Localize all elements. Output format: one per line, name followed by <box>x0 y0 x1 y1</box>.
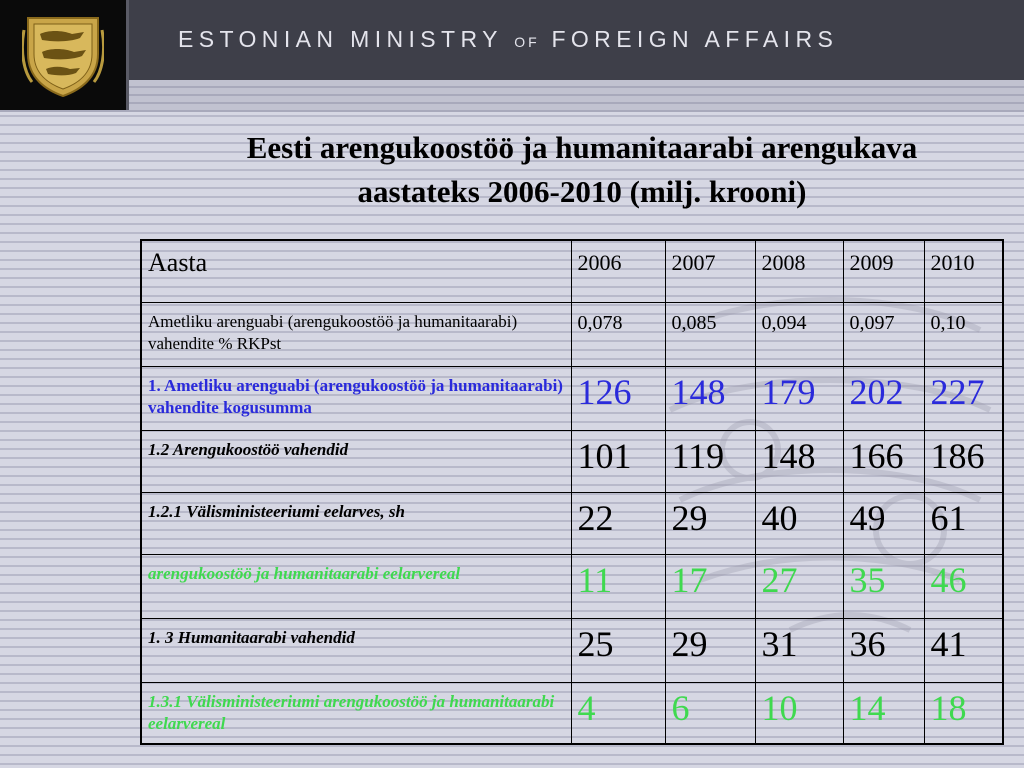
table-row <box>141 430 1003 492</box>
value-cell: 179 <box>755 366 843 430</box>
value-cell: 0,078 <box>571 302 665 366</box>
value-cell: 41 <box>924 618 1003 682</box>
year-cell: 2008 <box>755 240 843 302</box>
estonian-coat-of-arms-icon <box>22 12 104 98</box>
title-line-1: Eesti arengukoostöö ja humanitaarabi arengukava <box>246 130 918 165</box>
value-cell: 29 <box>665 618 755 682</box>
value-cell: 6 <box>665 682 755 744</box>
value-cell: 126 <box>571 366 665 430</box>
table-row <box>141 492 1003 554</box>
value-cell: 0,085 <box>665 302 755 366</box>
value-cell: 227 <box>924 366 1003 430</box>
value-cell: 40 <box>755 492 843 554</box>
row-label: 1.2.1 Välisministeeriumi eelarves, sh <box>141 492 571 554</box>
logo-box <box>0 0 129 110</box>
header-stripe <box>0 80 1024 112</box>
table-row <box>141 618 1003 682</box>
value-cell: 18 <box>924 682 1003 744</box>
table-header-row <box>141 240 1003 302</box>
value-cell: 27 <box>755 554 843 618</box>
value-cell: 101 <box>571 430 665 492</box>
row-label: 1.3.1 Välisministeeriumi arengukoostöö ja humanitaarabi eelarvereal <box>141 682 571 744</box>
value-cell: 0,10 <box>924 302 1003 366</box>
value-cell: 0,097 <box>843 302 924 366</box>
value-cell: 36 <box>843 618 924 682</box>
ministry-of-text: OF <box>514 34 540 50</box>
ministry-main-text: ESTONIAN MINISTRY <box>178 26 515 52</box>
value-cell: 11 <box>571 554 665 618</box>
ministry-tail-text: FOREIGN AFFAIRS <box>539 26 839 52</box>
table-row <box>141 682 1003 744</box>
value-cell: 10 <box>755 682 843 744</box>
value-cell: 186 <box>924 430 1003 492</box>
table-row <box>141 366 1003 430</box>
ministry-header-text <box>178 22 838 56</box>
year-cell: 2007 <box>665 240 755 302</box>
value-cell: 166 <box>843 430 924 492</box>
row-label: arengukoostöö ja humanitaarabi eelarvereal <box>141 554 571 618</box>
header-label-cell: Aasta <box>141 240 571 302</box>
budget-table <box>140 239 1004 745</box>
value-cell: 31 <box>755 618 843 682</box>
value-cell: 148 <box>665 366 755 430</box>
title-line-2: aastateks 2006-2010 (milj. krooni) <box>357 174 807 209</box>
value-cell: 14 <box>843 682 924 744</box>
value-cell: 49 <box>843 492 924 554</box>
table-row <box>141 554 1003 618</box>
row-label: 1. Ametliku arenguabi (arengukoostöö ja humanitaarabi) vahendite kogusumma <box>141 366 571 430</box>
value-cell: 29 <box>665 492 755 554</box>
value-cell: 46 <box>924 554 1003 618</box>
year-cell: 2006 <box>571 240 665 302</box>
value-cell: 202 <box>843 366 924 430</box>
value-cell: 35 <box>843 554 924 618</box>
value-cell: 0,094 <box>755 302 843 366</box>
row-label: 1.2 Arengukoostöö vahendid <box>141 430 571 492</box>
year-cell: 2010 <box>924 240 1003 302</box>
year-cell: 2009 <box>843 240 924 302</box>
row-label: 1. 3 Humanitaarabi vahendid <box>141 618 571 682</box>
value-cell: 119 <box>665 430 755 492</box>
row-label: Ametliku arenguabi (arengukoostöö ja humanitaarabi) vahendite % RKPst <box>141 302 571 366</box>
value-cell: 148 <box>755 430 843 492</box>
value-cell: 61 <box>924 492 1003 554</box>
value-cell: 25 <box>571 618 665 682</box>
value-cell: 22 <box>571 492 665 554</box>
page-title <box>140 126 1024 214</box>
value-cell: 4 <box>571 682 665 744</box>
table-row <box>141 302 1003 366</box>
value-cell: 17 <box>665 554 755 618</box>
